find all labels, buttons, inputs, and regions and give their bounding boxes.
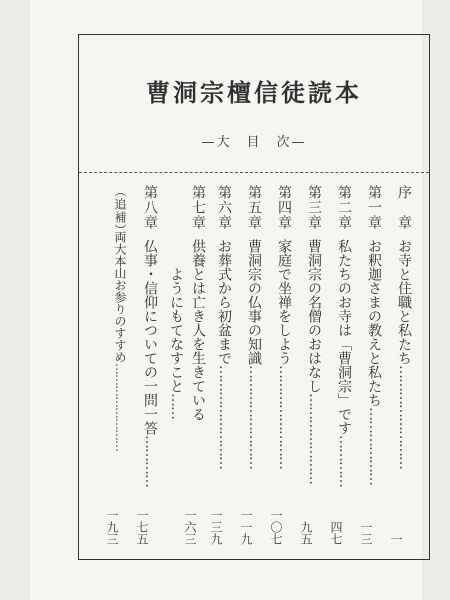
toc-entry-chapter-4 [269, 185, 299, 545]
page-number: 一三九 [209, 509, 223, 545]
page-number: 一六三 [183, 509, 197, 545]
toc-entry-chapter-5 [239, 185, 269, 545]
page-number: 一 [389, 533, 403, 545]
toc-entry-prologue [389, 185, 419, 545]
book-page [30, 0, 422, 600]
chapter-number: 第三章 [306, 185, 322, 230]
chapter-title: お葬式から初盆まで [216, 239, 232, 365]
chapter-number: 第七章 [190, 185, 206, 230]
page-number: 一〇七 [269, 509, 283, 545]
dot-leader: …………………… [246, 365, 262, 469]
page-number: 四七 [329, 521, 343, 545]
chapter-number: 第五章 [246, 185, 262, 230]
page-number: 一九三 [105, 509, 119, 545]
chapter-number: 第二章 [336, 185, 352, 230]
chapter-number: 第四章 [276, 185, 292, 230]
chapter-number: 序 章 [396, 185, 412, 230]
supplement-label: （追補） [113, 185, 127, 237]
chapter-title: 両大本山お参りのすすめ [113, 231, 127, 363]
toc-entry-chapter-2 [329, 185, 359, 545]
dot-leader: …………………… [276, 365, 292, 469]
chapter-title: 曹洞宗の仏事の知識 [246, 239, 262, 365]
table-of-contents [105, 185, 419, 545]
toc-entry-chapter-6 [209, 185, 239, 545]
page-number: 一三 [359, 521, 373, 545]
toc-entry-supplement [105, 185, 135, 545]
chapter-title-line-1: 供養とは亡き人を生きている [190, 239, 206, 421]
toc-entry-chapter-1 [359, 185, 389, 545]
chapter-title-line-2: ようにもてなすこと [168, 267, 184, 393]
toc-entry-chapter-8 [135, 185, 165, 545]
chapter-title: 仏事・信仰についての一問一答 [142, 239, 158, 435]
page-number: 九五 [299, 521, 313, 545]
dot-leader: ………………… [306, 393, 322, 484]
chapter-title: お釈迦さまの教えと私たち [366, 239, 382, 407]
page-number: 一七五 [135, 509, 149, 545]
dashed-divider [79, 172, 429, 173]
chapter-number: 第一章 [366, 185, 382, 230]
dot-leader: …………………… [216, 365, 232, 469]
contents-frame [78, 34, 430, 560]
chapter-title: 曹洞宗の名僧のおはなし [306, 239, 322, 393]
dot-leader: …… [168, 393, 184, 419]
toc-entry-chapter-7 [165, 185, 209, 545]
page-number: 一一九 [239, 509, 253, 545]
dot-leader: …………………… [113, 363, 127, 451]
contents-heading: —大 目 次— [201, 135, 307, 150]
dot-leader: ………… [142, 435, 158, 487]
dot-leader: …………………… [396, 365, 412, 469]
toc-entry-chapter-3 [299, 185, 329, 545]
chapter-number: 第六章 [216, 185, 232, 230]
dot-leader: ………… [336, 435, 352, 487]
dot-leader: ……………… [366, 407, 382, 485]
chapter-title: 私たちのお寺は「曹洞宗」です [336, 239, 352, 435]
chapter-title: 家庭で坐禅をしよう [276, 239, 292, 365]
chapter-title: お寺と住職と私たち [396, 239, 412, 365]
chapter-number: 第八章 [142, 185, 158, 230]
book-title: 曹洞宗檀信徒読本 [146, 78, 362, 107]
